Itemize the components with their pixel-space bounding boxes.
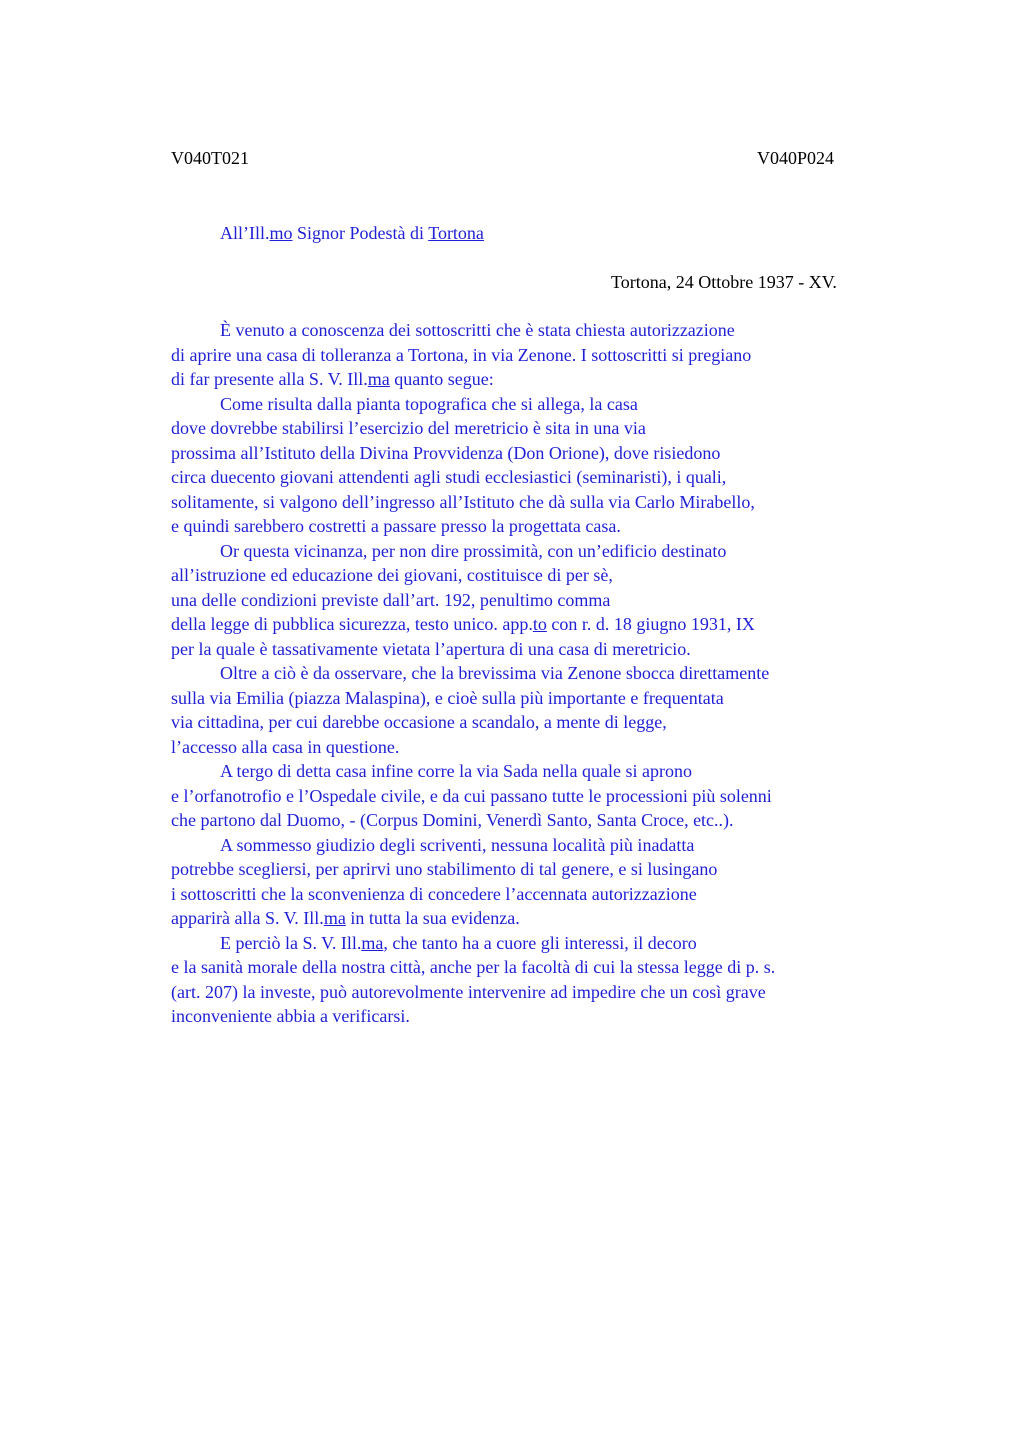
abbreviation: to [532,614,547,634]
body-line: che partono dal Duomo, - (Corpus Domini, Venerdì Santo, Santa Croce, etc..). [171,810,734,830]
body-line: una delle condizioni previste dall’art. 192, penultimo comma [171,589,611,610]
body-line: È venuto a conoscenza dei sottoscritti che è stata chiesta autorizzazione [220,320,735,340]
body-line: per la quale è tassativamente vietata l’apertura di una casa di meretricio. [171,638,691,659]
address-middle: Signor Podestà di [292,223,429,243]
recipient-address [220,221,484,245]
body-line: e quindi sarebbero costretti a passare presso la progettata casa. [171,516,621,536]
body-line: apparirà alla S. V. Ill.ma in tutta la sua evidenza. [171,908,520,928]
body-line: dove dovrebbe stabilirsi l’esercizio del meretricio è sita in una via [171,418,646,438]
body-line: l’accesso alla casa in questione. [171,736,400,757]
body-line: e la sanità morale della nostra città, anche per la facoltà di cui la stessa legge di p. s. [171,957,776,977]
document-code-left: V040T021 [171,148,249,168]
body-line: A tergo di detta casa infine corre la via Sada nella quale si aprono [220,761,692,781]
abbreviation: ma [367,369,390,389]
address-city: Tortona [428,223,484,243]
body-line: Oltre a ciò è da osservare, che la brevissima via Zenone sbocca direttamente [220,663,770,683]
body-line: solitamente, si valgono dell’ingresso all’Istituto che dà sulla via Carlo Mirabello, [171,491,755,512]
body-line: circa duecento giovani attendenti agli studi ecclesiastici (seminaristi), i quali, [171,467,727,487]
body-line: prossima all’Istituto della Divina Provvidenza (Don Orione), dove risiedono [171,442,721,463]
body-line: via cittadina, per cui darebbe occasione a scandalo, a mente di legge, [171,712,667,732]
body-line: sulla via Emilia (piazza Malaspina), e cioè sulla più importante e frequentata [171,687,724,708]
abbreviation: ma [361,932,384,953]
address-abbreviation: mo [269,223,293,243]
body-line: all’istruzione ed educazione dei giovani, costituisce di per sè, [171,565,613,585]
body-line: i sottoscritti che la sconvenienza di concedere l’accennata autorizzazione [171,883,697,904]
body-line: della legge di pubblica sicurezza, testo unico. app.to con r. d. 18 giugno 1931, IX [171,614,755,634]
body-line: di aprire una casa di tolleranza a Tortona, in via Zenone. I sottoscritti si pregiano [171,344,752,365]
body-line: Come risulta dalla pianta topografica che si allega, la casa [220,393,638,414]
body-line: A sommesso giudizio degli scriventi, nessuna località più inadatta [220,834,695,855]
address-prefix: All’Ill. [220,223,270,243]
letter-body [171,318,891,1029]
abbreviation: ma [323,908,346,928]
document-code-right: V040P024 [757,148,835,168]
letter-date: Tortona, 24 Ottobre 1937 - XV. [611,272,837,292]
body-line: di far presente alla S. V. Ill.ma quanto segue: [171,369,494,389]
body-line: e l’orfanotrofio e l’Ospedale civile, e da cui passano tutte le processioni più solenni [171,785,772,806]
body-line: Or questa vicinanza, per non dire prossimità, con un’edificio destinato [220,540,727,561]
body-line: E perciò la S. V. Ill.ma, che tanto ha a cuore gli interessi, il decoro [220,932,697,953]
body-line: (art. 207) la investe, può autorevolmente intervenire ad impedire che un così grave [171,981,766,1002]
body-line: inconveniente abbia a verificarsi. [171,1006,410,1026]
body-line: potrebbe scegliersi, per aprirvi uno stabilimento di tal genere, e si lusingano [171,859,718,879]
